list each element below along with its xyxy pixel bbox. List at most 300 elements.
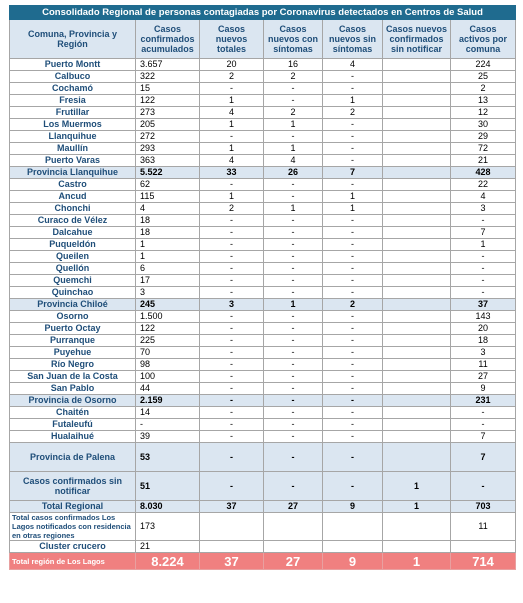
cell-activos: 22 [451, 179, 516, 191]
cell-sin-sintomas: - [323, 335, 383, 347]
row-label: Fresia [10, 95, 136, 107]
row-label: Osorno [10, 311, 136, 323]
header-sin-notificar: Casos nuevos confirmados sin notificar [383, 20, 451, 59]
cell-sin-notificar [383, 95, 451, 107]
cell-con-sintomas: 16 [264, 59, 323, 71]
cell-acumulados: 205 [136, 119, 200, 131]
cell-sin-sintomas: - [323, 371, 383, 383]
cell-sin-notificar [383, 251, 451, 263]
cell-activos: 1 [451, 239, 516, 251]
cell-sin-notificar [383, 323, 451, 335]
cell-nuevos-totales: - [200, 311, 264, 323]
cell-sin-notificar [383, 359, 451, 371]
cell-acumulados: 39 [136, 431, 200, 443]
cell-nuevos-totales: - [200, 383, 264, 395]
table-row [10, 323, 516, 335]
row-label: Provincia de Palena [10, 443, 136, 472]
cell-sin-notificar [383, 371, 451, 383]
cell-activos: 25 [451, 71, 516, 83]
grand-total-sin-notificar: 1 [383, 553, 451, 570]
grand-total-sin-sintomas: 9 [323, 553, 383, 570]
province-row [10, 472, 516, 501]
cell-activos: 2 [451, 83, 516, 95]
table-row [10, 251, 516, 263]
cell-sin-notificar: 1 [383, 501, 451, 513]
cell-nuevos-totales: 4 [200, 107, 264, 119]
row-label: Llanquihue [10, 131, 136, 143]
cell-activos: 27 [451, 371, 516, 383]
row-label: Castro [10, 179, 136, 191]
cell-activos [451, 541, 516, 553]
cell-sin-notificar [383, 287, 451, 299]
cell-con-sintomas: 2 [264, 107, 323, 119]
cell-nuevos-totales: 1 [200, 143, 264, 155]
cell-acumulados: 8.030 [136, 501, 200, 513]
cell-acumulados: 363 [136, 155, 200, 167]
cell-activos: 7 [451, 227, 516, 239]
regional-cases-table [9, 5, 516, 570]
cell-acumulados: 122 [136, 323, 200, 335]
cell-activos: 4 [451, 191, 516, 203]
cell-acumulados: 122 [136, 95, 200, 107]
cell-sin-notificar [383, 155, 451, 167]
row-label: Quemchi [10, 275, 136, 287]
header-comuna: Comuna, Provincia y Región [10, 20, 136, 59]
row-label: Ancud [10, 191, 136, 203]
cell-acumulados: 70 [136, 347, 200, 359]
header-activos: Casos activos por comuna [451, 20, 516, 59]
cell-con-sintomas: - [264, 472, 323, 501]
title-row [10, 6, 516, 20]
cell-sin-notificar [383, 83, 451, 95]
table-row [10, 263, 516, 275]
table-row [10, 179, 516, 191]
cell-sin-sintomas: - [323, 239, 383, 251]
cell-acumulados: 245 [136, 299, 200, 311]
cell-sin-sintomas: - [323, 443, 383, 472]
row-label: Provincia Chiloé [10, 299, 136, 311]
cell-acumulados: 272 [136, 131, 200, 143]
cell-nuevos-totales: - [200, 275, 264, 287]
cell-acumulados: 273 [136, 107, 200, 119]
cell-nuevos-totales: - [200, 359, 264, 371]
cell-sin-sintomas: - [323, 155, 383, 167]
cell-acumulados: 21 [136, 541, 200, 553]
cell-nuevos-totales: - [200, 419, 264, 431]
cell-sin-sintomas: 4 [323, 59, 383, 71]
cell-con-sintomas: - [264, 371, 323, 383]
cell-sin-sintomas: 9 [323, 501, 383, 513]
table-row [10, 287, 516, 299]
cell-con-sintomas: 2 [264, 71, 323, 83]
cell-sin-notificar [383, 191, 451, 203]
cell-activos: - [451, 287, 516, 299]
cell-sin-notificar [383, 263, 451, 275]
row-label: Provincia de Osorno [10, 395, 136, 407]
cell-acumulados: 5.522 [136, 167, 200, 179]
grand-total-con-sintomas: 27 [264, 553, 323, 570]
table-row [10, 383, 516, 395]
grand-total-label: Total región de Los Lagos [10, 553, 136, 570]
cell-sin-sintomas: 2 [323, 107, 383, 119]
cell-activos: 11 [451, 513, 516, 541]
cell-activos: 9 [451, 383, 516, 395]
row-label: Provincia Llanquihue [10, 167, 136, 179]
row-label: Dalcahue [10, 227, 136, 239]
cell-activos: 30 [451, 119, 516, 131]
table-row [10, 371, 516, 383]
cell-con-sintomas: 1 [264, 299, 323, 311]
cell-sin-notificar [383, 335, 451, 347]
cell-sin-notificar [383, 383, 451, 395]
cell-activos: 3 [451, 203, 516, 215]
row-label: Queilen [10, 251, 136, 263]
cell-activos: 20 [451, 323, 516, 335]
cell-sin-notificar [383, 431, 451, 443]
cell-sin-sintomas: - [323, 431, 383, 443]
cell-activos: - [451, 472, 516, 501]
cell-nuevos-totales: 2 [200, 71, 264, 83]
cell-sin-sintomas: - [323, 383, 383, 395]
cell-sin-sintomas: - [323, 472, 383, 501]
cell-activos: 224 [451, 59, 516, 71]
row-label: Chaitén [10, 407, 136, 419]
cell-nuevos-totales: - [200, 215, 264, 227]
row-label: Casos confirmados sin notificar [10, 472, 136, 501]
row-label: Total Regional [10, 501, 136, 513]
table-row [10, 541, 516, 553]
cell-nuevos-totales: - [200, 371, 264, 383]
cell-nuevos-totales: - [200, 131, 264, 143]
grand-total-acumulados: 8.224 [136, 553, 200, 570]
cell-con-sintomas: - [264, 395, 323, 407]
cell-sin-sintomas: - [323, 227, 383, 239]
cell-acumulados: 44 [136, 383, 200, 395]
cell-sin-sintomas: - [323, 119, 383, 131]
cell-nuevos-totales: - [200, 323, 264, 335]
cell-con-sintomas: - [264, 215, 323, 227]
row-label: Curaco de Vélez [10, 215, 136, 227]
cell-nuevos-totales: - [200, 83, 264, 95]
cell-con-sintomas: - [264, 263, 323, 275]
cell-activos: 7 [451, 431, 516, 443]
table-row [10, 275, 516, 287]
total-row [10, 501, 516, 513]
cell-nuevos-totales: 20 [200, 59, 264, 71]
cell-activos: 428 [451, 167, 516, 179]
cell-sin-notificar [383, 513, 451, 541]
cell-acumulados: 293 [136, 143, 200, 155]
province-row [10, 395, 516, 407]
table-row [10, 311, 516, 323]
row-label: Hualaihué [10, 431, 136, 443]
cell-nuevos-totales [200, 541, 264, 553]
row-label: Maullín [10, 143, 136, 155]
cell-sin-notificar [383, 227, 451, 239]
cell-nuevos-totales: 37 [200, 501, 264, 513]
cell-con-sintomas: - [264, 131, 323, 143]
cell-activos: 143 [451, 311, 516, 323]
cell-sin-sintomas: 7 [323, 167, 383, 179]
table-row [10, 155, 516, 167]
row-label: Frutillar [10, 107, 136, 119]
row-label: Chonchi [10, 203, 136, 215]
cell-activos: 21 [451, 155, 516, 167]
cell-nuevos-totales: - [200, 251, 264, 263]
cell-con-sintomas: 27 [264, 501, 323, 513]
table-title: Consolidado Regional de personas contagiadas por Coronavirus detectados en Centros de Salud [10, 6, 516, 20]
cell-con-sintomas [264, 513, 323, 541]
table-row [10, 203, 516, 215]
cell-sin-sintomas: - [323, 131, 383, 143]
cell-acumulados: 173 [136, 513, 200, 541]
cell-activos: 703 [451, 501, 516, 513]
cell-activos: 13 [451, 95, 516, 107]
cell-sin-sintomas: - [323, 263, 383, 275]
header-sin-sintomas: Casos nuevos sin síntomas [323, 20, 383, 59]
cell-nuevos-totales: 3 [200, 299, 264, 311]
cell-nuevos-totales: - [200, 227, 264, 239]
cell-sin-sintomas: - [323, 71, 383, 83]
cell-nuevos-totales: - [200, 263, 264, 275]
cell-sin-sintomas: - [323, 83, 383, 95]
table-row [10, 95, 516, 107]
cell-nuevos-totales: 2 [200, 203, 264, 215]
header-nuevos-totales: Casos nuevos totales [200, 20, 264, 59]
row-label: Puerto Octay [10, 323, 136, 335]
cell-con-sintomas: - [264, 83, 323, 95]
cell-nuevos-totales: 1 [200, 119, 264, 131]
cell-activos: - [451, 215, 516, 227]
row-label: Futaleufú [10, 419, 136, 431]
province-row [10, 167, 516, 179]
cell-acumulados: 322 [136, 71, 200, 83]
cell-nuevos-totales: - [200, 443, 264, 472]
cell-nuevos-totales: 33 [200, 167, 264, 179]
table-row [10, 359, 516, 371]
cell-acumulados: 18 [136, 227, 200, 239]
cell-sin-sintomas: 2 [323, 299, 383, 311]
cell-activos: 11 [451, 359, 516, 371]
cell-acumulados: 3.657 [136, 59, 200, 71]
table-row [10, 407, 516, 419]
cell-sin-notificar [383, 215, 451, 227]
row-label: Cluster crucero [10, 541, 136, 553]
cell-nuevos-totales: - [200, 395, 264, 407]
cell-sin-sintomas: 1 [323, 95, 383, 107]
cell-nuevos-totales: - [200, 407, 264, 419]
cell-sin-notificar [383, 167, 451, 179]
cell-con-sintomas: - [264, 407, 323, 419]
cell-activos: - [451, 419, 516, 431]
cell-sin-notificar [383, 203, 451, 215]
cell-sin-notificar [383, 419, 451, 431]
table-row [10, 131, 516, 143]
table-row [10, 59, 516, 71]
cell-sin-notificar [383, 119, 451, 131]
header-con-sintomas: Casos nuevos con síntomas [264, 20, 323, 59]
cell-con-sintomas: 4 [264, 155, 323, 167]
cell-activos: 3 [451, 347, 516, 359]
row-label: San Pablo [10, 383, 136, 395]
table-row [10, 431, 516, 443]
cell-con-sintomas: - [264, 287, 323, 299]
cell-acumulados: 3 [136, 287, 200, 299]
cell-nuevos-totales: - [200, 347, 264, 359]
grand-total-row [10, 553, 516, 570]
cell-nuevos-totales: - [200, 472, 264, 501]
cell-acumulados: 225 [136, 335, 200, 347]
row-label: Cochamó [10, 83, 136, 95]
cell-con-sintomas: - [264, 347, 323, 359]
cell-con-sintomas: - [264, 359, 323, 371]
cell-sin-sintomas [323, 513, 383, 541]
row-label: Los Muermos [10, 119, 136, 131]
cell-sin-sintomas [323, 541, 383, 553]
cell-sin-notificar [383, 71, 451, 83]
cell-con-sintomas: - [264, 251, 323, 263]
cell-con-sintomas: - [264, 383, 323, 395]
cell-con-sintomas: 1 [264, 203, 323, 215]
cell-con-sintomas: - [264, 443, 323, 472]
cell-activos: 231 [451, 395, 516, 407]
cell-activos: - [451, 275, 516, 287]
cell-sin-notificar [383, 179, 451, 191]
cell-sin-notificar [383, 347, 451, 359]
row-label: Purranque [10, 335, 136, 347]
table-row [10, 347, 516, 359]
table-row [10, 119, 516, 131]
cell-acumulados: 100 [136, 371, 200, 383]
cell-con-sintomas [264, 541, 323, 553]
cell-con-sintomas: - [264, 335, 323, 347]
row-label: Quinchao [10, 287, 136, 299]
row-label: Quellón [10, 263, 136, 275]
province-row [10, 299, 516, 311]
row-label: Río Negro [10, 359, 136, 371]
cell-sin-sintomas: - [323, 251, 383, 263]
cell-con-sintomas: - [264, 239, 323, 251]
report-container [9, 5, 515, 570]
cell-con-sintomas: - [264, 419, 323, 431]
cell-nuevos-totales [200, 513, 264, 541]
cell-con-sintomas: 1 [264, 143, 323, 155]
cell-activos: 29 [451, 131, 516, 143]
cell-con-sintomas: - [264, 431, 323, 443]
cell-nuevos-totales: 4 [200, 155, 264, 167]
cell-sin-sintomas: - [323, 395, 383, 407]
cell-sin-notificar [383, 107, 451, 119]
cell-acumulados: 62 [136, 179, 200, 191]
row-label: Puyehue [10, 347, 136, 359]
cell-activos: 18 [451, 335, 516, 347]
cell-sin-notificar [383, 239, 451, 251]
cell-con-sintomas: - [264, 311, 323, 323]
cell-activos: 72 [451, 143, 516, 155]
table-row [10, 335, 516, 347]
cell-sin-sintomas: 1 [323, 191, 383, 203]
cell-sin-sintomas: - [323, 323, 383, 335]
row-label: Puerto Varas [10, 155, 136, 167]
cell-sin-notificar [383, 131, 451, 143]
table-row [10, 239, 516, 251]
cell-con-sintomas: - [264, 95, 323, 107]
cell-con-sintomas: - [264, 191, 323, 203]
cell-activos: 37 [451, 299, 516, 311]
cell-acumulados: 6 [136, 263, 200, 275]
cell-nuevos-totales: - [200, 431, 264, 443]
table-row [10, 191, 516, 203]
cell-sin-sintomas: - [323, 179, 383, 191]
row-label: Puerto Montt [10, 59, 136, 71]
grand-total-nuevos-totales: 37 [200, 553, 264, 570]
header-row [10, 20, 516, 59]
cell-con-sintomas: - [264, 179, 323, 191]
cell-con-sintomas: - [264, 227, 323, 239]
cell-sin-notificar [383, 395, 451, 407]
cell-nuevos-totales: - [200, 335, 264, 347]
cell-sin-sintomas: - [323, 359, 383, 371]
cell-acumulados: 98 [136, 359, 200, 371]
cell-con-sintomas: - [264, 275, 323, 287]
row-label: Calbuco [10, 71, 136, 83]
cell-sin-sintomas: - [323, 275, 383, 287]
table-row [10, 71, 516, 83]
cell-sin-notificar [383, 407, 451, 419]
cell-acumulados: 53 [136, 443, 200, 472]
cell-nuevos-totales: - [200, 287, 264, 299]
cell-acumulados: 18 [136, 215, 200, 227]
cell-acumulados: 1.500 [136, 311, 200, 323]
header-acumulados: Casos confirmados acumulados [136, 20, 200, 59]
table-row [10, 143, 516, 155]
cell-sin-sintomas: - [323, 419, 383, 431]
cell-nuevos-totales: - [200, 179, 264, 191]
cell-activos: 7 [451, 443, 516, 472]
cell-sin-notificar [383, 541, 451, 553]
cell-sin-notificar [383, 443, 451, 472]
cell-acumulados: 115 [136, 191, 200, 203]
cell-con-sintomas: 1 [264, 119, 323, 131]
cell-sin-sintomas: - [323, 311, 383, 323]
cell-activos: - [451, 263, 516, 275]
cell-activos: - [451, 407, 516, 419]
cell-nuevos-totales: 1 [200, 95, 264, 107]
cell-sin-notificar [383, 59, 451, 71]
cell-sin-notificar [383, 143, 451, 155]
cell-acumulados: 17 [136, 275, 200, 287]
table-row [10, 83, 516, 95]
table-row [10, 513, 516, 541]
cell-sin-notificar [383, 275, 451, 287]
province-row [10, 443, 516, 472]
cell-sin-notificar: 1 [383, 472, 451, 501]
row-label: Puqueldón [10, 239, 136, 251]
cell-activos: - [451, 251, 516, 263]
cell-acumulados: - [136, 419, 200, 431]
cell-sin-sintomas: - [323, 347, 383, 359]
cell-nuevos-totales: 1 [200, 191, 264, 203]
cell-sin-sintomas: - [323, 143, 383, 155]
row-label: Total casos confirmados Los Lagos notificados con residencia en otras regiones [10, 513, 136, 541]
cell-acumulados: 51 [136, 472, 200, 501]
cell-con-sintomas: - [264, 323, 323, 335]
cell-acumulados: 1 [136, 251, 200, 263]
cell-sin-sintomas: 1 [323, 203, 383, 215]
cell-acumulados: 1 [136, 239, 200, 251]
row-label: San Juan de la Costa [10, 371, 136, 383]
cell-sin-sintomas: - [323, 215, 383, 227]
